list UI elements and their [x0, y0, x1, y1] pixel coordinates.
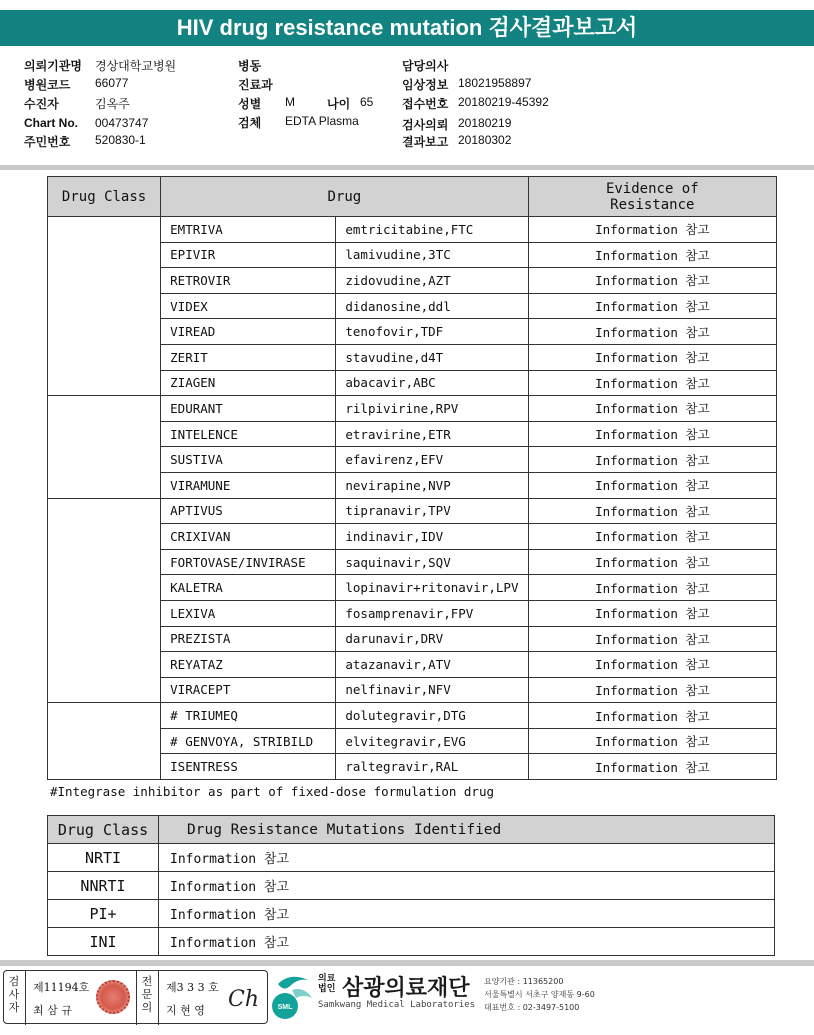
drug-brand-cell: PREZISTA	[161, 626, 336, 652]
drug-generic-cell: efavirenz,EFV	[336, 447, 528, 473]
drug-brand-cell: KALETRA	[161, 575, 336, 601]
drug-generic-cell: tipranavir,TPV	[336, 498, 528, 524]
divider	[25, 971, 26, 1025]
drug-class-cell	[48, 396, 161, 498]
drug-brand-cell: EMTRIVA	[161, 217, 336, 243]
hospital-code-value: 66077	[95, 76, 129, 90]
org-english-name: Samkwang Medical Laboratories	[318, 1000, 476, 1010]
evidence-cell: Information 참고	[528, 242, 776, 268]
evidence-header-line2: Resistance	[610, 196, 695, 213]
chart-value: 00473747	[95, 116, 149, 130]
section-divider	[0, 165, 814, 170]
drug-generic-cell: fosamprenavir,FPV	[336, 600, 528, 626]
drug-table-header	[48, 177, 777, 217]
drug-class-header: Drug Class	[48, 177, 161, 217]
clinical-value: 18021958897	[458, 76, 532, 90]
dept-label: 진료과	[238, 78, 273, 92]
evidence-cell: Information 참고	[528, 626, 776, 652]
chart-label: Chart No.	[24, 116, 78, 130]
divider	[158, 971, 159, 1025]
mutation-value-cell: Information 참고	[159, 900, 775, 928]
org-phone: 대표번호 : 02-3497-5100	[484, 1003, 580, 1012]
drug-generic-cell: abacavir,ABC	[336, 370, 528, 396]
clinical-label: 임상정보	[402, 78, 449, 92]
drug-class-cell	[48, 498, 161, 703]
drug-generic-cell: etravirine,ETR	[336, 421, 528, 447]
drug-brand-cell: INTELENCE	[161, 421, 336, 447]
drug-generic-cell: stavudine,d4T	[336, 344, 528, 370]
evidence-cell: Information 참고	[528, 524, 776, 550]
drug-brand-cell: ZIAGEN	[161, 370, 336, 396]
sml-logo-icon	[270, 972, 314, 1022]
drug-brand-cell: LEXIVA	[161, 600, 336, 626]
drug-brand-cell: FORTOVASE/INVIRASE	[161, 549, 336, 575]
mutation-table	[47, 815, 775, 956]
evidence-cell: Information 참고	[528, 472, 776, 498]
drug-brand-cell: VIRAMUNE	[161, 472, 336, 498]
institution-label: 의뢰기관명	[24, 59, 82, 73]
evidence-header	[528, 177, 776, 217]
mutation-class-cell: NNRTI	[48, 872, 159, 900]
drug-generic-cell: elvitegravir,EVG	[336, 728, 528, 754]
accession-label: 접수번호	[402, 97, 449, 111]
patient-label: 수진자	[24, 97, 59, 111]
mutation-row	[48, 844, 775, 872]
mutation-row	[48, 928, 775, 956]
specimen-value: EDTA Plasma	[285, 114, 359, 128]
mutation-class-cell: PI+	[48, 900, 159, 928]
report-date: 20180302	[458, 133, 512, 147]
mutation-header: Drug Resistance Mutations Identified	[159, 816, 775, 844]
evidence-cell: Information 참고	[528, 447, 776, 473]
evidence-cell: Information 참고	[528, 421, 776, 447]
sex-value: M	[285, 95, 295, 109]
mutation-class-cell: INI	[48, 928, 159, 956]
specialist-name: 지 현 영	[166, 1004, 205, 1017]
footnote: #Integrase inhibitor as part of fixed-dose formulation drug	[50, 784, 495, 799]
sex-label: 성별	[238, 97, 262, 111]
mutation-class-cell: NRTI	[48, 844, 159, 872]
mutation-value-cell: Information 참고	[159, 872, 775, 900]
mutation-row	[48, 872, 775, 900]
drug-brand-cell: EPIVIR	[161, 242, 336, 268]
drug-generic-cell: lopinavir+ritonavir,LPV	[336, 575, 528, 601]
drug-class-cell	[48, 217, 161, 396]
drug-brand-cell: VIRACEPT	[161, 677, 336, 703]
drug-generic-cell: darunavir,DRV	[336, 626, 528, 652]
age-value: 65	[360, 95, 374, 109]
evidence-cell: Information 참고	[528, 703, 776, 729]
doctor-label: 담당의사	[402, 59, 449, 73]
examiner-title	[4, 975, 24, 1014]
drug-generic-cell: dolutegravir,DTG	[336, 703, 528, 729]
drug-brand-cell: ZERIT	[161, 344, 336, 370]
evidence-cell: Information 참고	[528, 652, 776, 678]
org-name: 삼광의료재단	[342, 975, 470, 1000]
evidence-cell: Information 참고	[528, 293, 776, 319]
evidence-cell: Information 참고	[528, 344, 776, 370]
drug-brand-cell: # TRIUMEQ	[161, 703, 336, 729]
drug-generic-cell: indinavir,IDV	[336, 524, 528, 550]
examiner-license: 제11194호	[33, 981, 90, 994]
drug-table	[47, 176, 777, 780]
patient-name: 김옥주	[95, 97, 130, 111]
report-label: 결과보고	[402, 135, 449, 149]
mutation-value-cell: Information 참고	[159, 928, 775, 956]
signature: Ch	[228, 987, 260, 1012]
drug-generic-cell: emtricitabine,FTC	[336, 217, 528, 243]
drug-generic-cell: didanosine,ddl	[336, 293, 528, 319]
resident-value: 520830-1	[95, 133, 146, 147]
hospital-code-label: 병원코드	[24, 78, 71, 92]
accession-value: 20180219-45392	[458, 95, 549, 109]
evidence-cell: Information 참고	[528, 217, 776, 243]
drug-row	[48, 703, 777, 729]
drug-generic-cell: nevirapine,NVP	[336, 472, 528, 498]
evidence-cell: Information 참고	[528, 319, 776, 345]
drug-brand-cell: CRIXIVAN	[161, 524, 336, 550]
org-code: 요양기관 : 11365200	[484, 977, 564, 986]
report-title: HIV drug resistance mutation 검사결과보고서	[0, 10, 814, 46]
specimen-label: 검체	[238, 116, 262, 130]
evidence-cell: Information 참고	[528, 677, 776, 703]
org-address: 서울특별시 서초구 양재동 9-60	[484, 990, 595, 999]
examiner-name: 최 삼 규	[33, 1004, 72, 1017]
drug-brand-cell: RETROVIR	[161, 268, 336, 294]
mutation-class-header: Drug Class	[48, 816, 159, 844]
drug-brand-cell: EDURANT	[161, 396, 336, 422]
drug-generic-cell: nelfinavir,NFV	[336, 677, 528, 703]
drug-row	[48, 498, 777, 524]
org-info	[484, 975, 595, 1014]
ward-label: 병동	[238, 59, 262, 73]
mutation-value-cell: Information 참고	[159, 844, 775, 872]
drug-generic-cell: saquinavir,SQV	[336, 549, 528, 575]
drug-generic-cell: zidovudine,AZT	[336, 268, 528, 294]
examiner-title-text: 검사자	[8, 975, 20, 1014]
drug-brand-cell: REYATAZ	[161, 652, 336, 678]
drug-generic-cell: atazanavir,ATV	[336, 652, 528, 678]
drug-header: Drug	[161, 177, 528, 217]
drug-brand-cell: VIREAD	[161, 319, 336, 345]
request-date: 20180219	[458, 116, 512, 130]
evidence-cell: Information 참고	[528, 728, 776, 754]
evidence-cell: Information 참고	[528, 575, 776, 601]
drug-generic-cell: raltegravir,RAL	[336, 754, 528, 780]
official-seal	[96, 980, 130, 1014]
drug-brand-cell: SUSTIVA	[161, 447, 336, 473]
resident-label: 주민번호	[24, 135, 71, 149]
drug-row	[48, 217, 777, 243]
specialist-title-text: 전문의	[141, 975, 153, 1014]
evidence-cell: Information 참고	[528, 370, 776, 396]
drug-brand-cell: APTIVUS	[161, 498, 336, 524]
drug-class-cell	[48, 703, 161, 780]
evidence-cell: Information 참고	[528, 754, 776, 780]
signature-box	[3, 970, 268, 1024]
specialist-title	[137, 975, 157, 1014]
logo-text: SML	[277, 1004, 293, 1011]
drug-row	[48, 396, 777, 422]
evidence-header-line1: Evidence of	[605, 180, 699, 197]
age-label: 나이	[327, 97, 351, 111]
institution-value: 경상대학교병원	[95, 59, 177, 73]
specialist-license: 제3 3 3 호	[166, 981, 219, 994]
footer-divider	[0, 960, 814, 966]
org-type: 의료법인	[318, 974, 336, 994]
evidence-cell: Information 참고	[528, 600, 776, 626]
drug-brand-cell: ISENTRESS	[161, 754, 336, 780]
drug-generic-cell: rilpivirine,RPV	[336, 396, 528, 422]
mutation-row	[48, 900, 775, 928]
drug-brand-cell: # GENVOYA, STRIBILD	[161, 728, 336, 754]
evidence-cell: Information 참고	[528, 498, 776, 524]
evidence-cell: Information 참고	[528, 396, 776, 422]
mutation-table-header	[48, 816, 775, 844]
drug-generic-cell: lamivudine,3TC	[336, 242, 528, 268]
evidence-cell: Information 참고	[528, 549, 776, 575]
patient-info	[0, 55, 814, 165]
drug-brand-cell: VIDEX	[161, 293, 336, 319]
evidence-cell: Information 참고	[528, 268, 776, 294]
request-label: 검사의뢰	[402, 118, 449, 132]
drug-generic-cell: tenofovir,TDF	[336, 319, 528, 345]
